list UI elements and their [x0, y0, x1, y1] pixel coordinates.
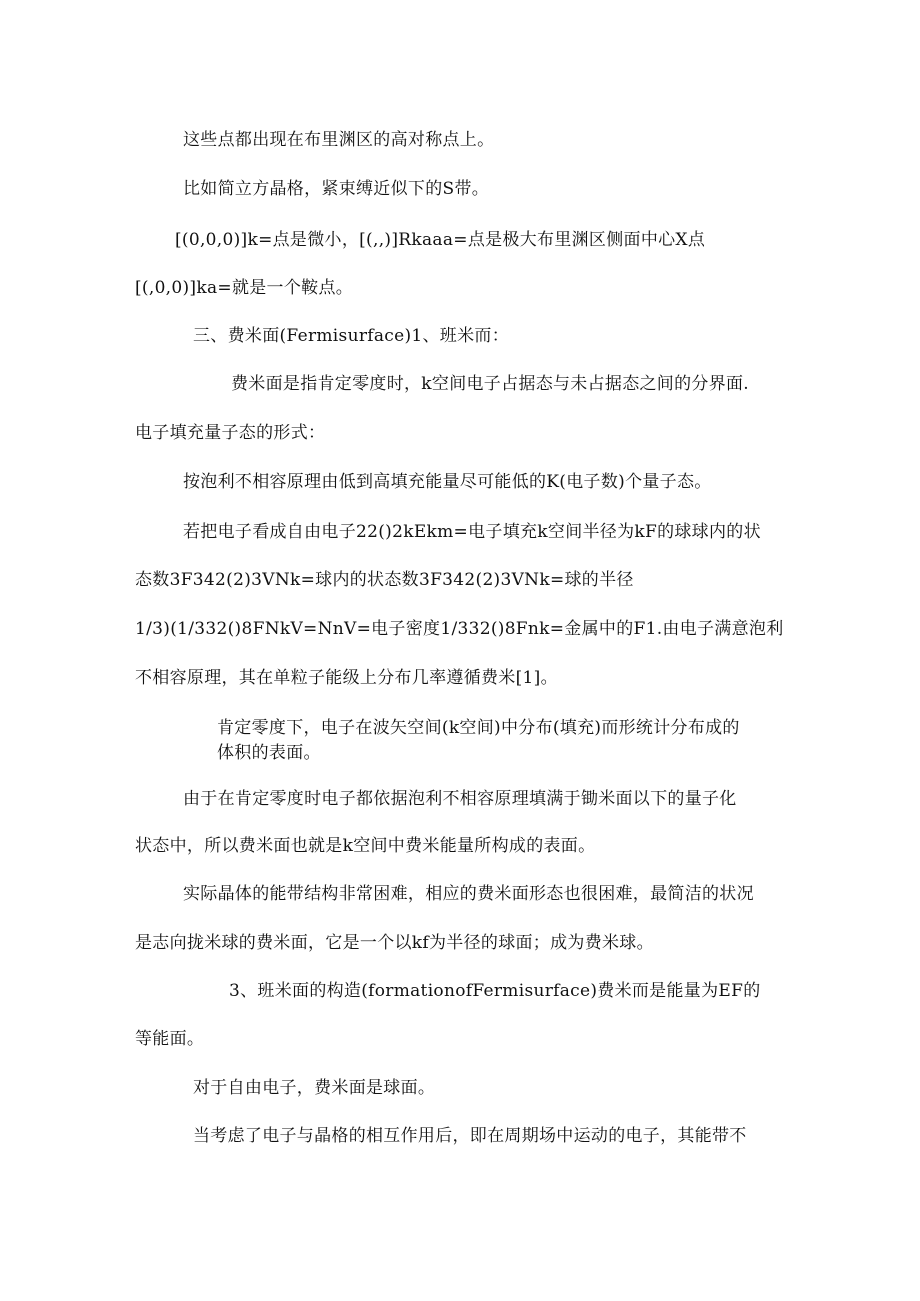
- indented-line-1: 肯定零度下，电子在波矢空间(k空间)中分布(填充)而形统计分布成的: [217, 718, 740, 738]
- paragraph-line-5: 按泡利不相容原理由低到高填充能量尽可能低的K(电子数)个量子态。: [183, 472, 712, 492]
- paragraph-line-16: 当考虑了电子与晶格的相互作用后，即在周期场中运动的电子，其能带不: [193, 1126, 747, 1146]
- indented-line-2: 体积的表面。: [217, 743, 321, 763]
- paragraph-line-15: 对于自由电子，费米面是球面。: [193, 1078, 436, 1098]
- paragraph-line-9: 不相容原理，其在单粒子能级上分布几率遵循费米[1]。: [135, 668, 558, 688]
- paragraph-line-14: 等能面。: [135, 1029, 205, 1049]
- section-heading-fermi-structure: 3、班米面的构造(formationofFermisurface)费米而是能量为EF的: [229, 981, 761, 1001]
- paragraph-line-11: 状态中，所以费米面也就是k空间中费米能量所构成的表面。: [135, 836, 596, 856]
- paragraph-line-2: 比如简立方晶格，紧束缚近似下的S带。: [183, 179, 490, 199]
- paragraph-line-4: 电子填充量子态的形式：: [135, 423, 326, 443]
- paragraph-line-3: 费米面是指肯定零度时，k空间电子占据态与未占据态之间的分界面.: [231, 374, 750, 394]
- section-heading-fermi-surface: 三、费米面(Fermisurface)1、班米而：: [193, 326, 509, 346]
- formula-line-1: [(0,0,0)]k=点是微小，[(,,)]Rkaaa=点是极大布里渊区侧面中心X点: [175, 230, 706, 250]
- formula-line-2: [(,0,0)]ka=就是一个鞍点。: [135, 278, 354, 298]
- paragraph-line-7: 态数3F342(2)3VNk=球内的状态数3F342(2)3VNk=球的半径: [135, 570, 634, 590]
- paragraph-line-1: 这些点都出现在布里渊区的高对称点上。: [183, 130, 495, 150]
- paragraph-line-6: 若把电子看成自由电子22()2kEkm=电子填充k空间半径为kF的球球内的状: [183, 522, 761, 542]
- paragraph-line-13: 是志向拢米球的费米面，它是一个以kf为半径的球面；成为费米球。: [135, 933, 654, 953]
- paragraph-line-10: 由于在肯定零度时电子都依据泡利不相容原理填满于锄米面以下的量子化: [183, 789, 737, 809]
- paragraph-line-12: 实际晶体的能带结构非常困难，相应的费米面形态也很困难，最简洁的状况: [183, 884, 754, 904]
- paragraph-line-8: 1/3)(1/332()8FNkV=NnV=电子密度1/332()8Fnk=金属中的F1.由电子满意泡利: [135, 619, 784, 639]
